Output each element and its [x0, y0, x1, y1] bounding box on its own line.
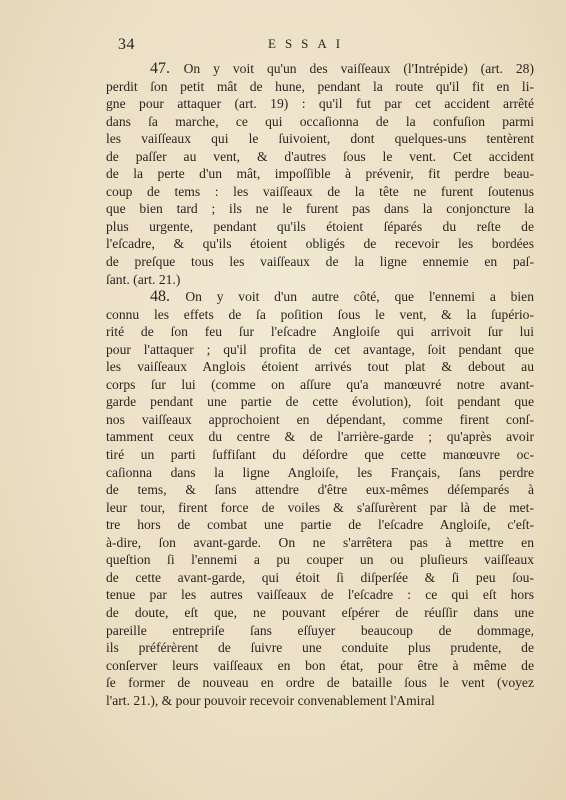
- body-text: [106, 60, 534, 709]
- line-text: perdit ſon petit mât de hune, pendant la route qu'il fit en li-: [106, 78, 534, 94]
- line-text: plus urgente, pendant qu'ils étoient ſéparés du reſte de: [106, 218, 534, 234]
- page-header: [118, 36, 444, 56]
- text-line: [106, 604, 534, 622]
- text-line: [106, 464, 534, 482]
- line-text: à-dire, ſon avant-garde. On ne s'arrêtera pas à mettre en: [106, 534, 534, 550]
- line-text: tenue par les autres vaiſſeaux de l'eſcadre : ce qui eſt hors: [106, 587, 534, 603]
- text-line: [106, 586, 534, 604]
- line-text: de cette avant-garde, qui étoit ſi diſperſée & ſi peu ſou-: [106, 569, 534, 585]
- line-text: tre hors de combat une partie de l'eſcadre Angloiſe, c'eſt-: [106, 517, 534, 533]
- text-line: [106, 288, 534, 306]
- line-text: coup de tems : les vaiſſeaux de la tête ne furent ſoutenus: [106, 183, 534, 199]
- line-text: l'eſcadre, & qu'ils étoient obligés de recevoir les bordées: [106, 236, 534, 252]
- line-text: de preſque tous les vaiſſeaux de la ligne ennemie en paſ-: [106, 254, 534, 270]
- paragraph-number: 48.: [150, 288, 186, 306]
- line-text: nos vaiſſeaux approchoient en dépendant, comme firent conſ-: [106, 411, 534, 427]
- paragraph-number: 47.: [150, 60, 184, 77]
- text-line: [106, 534, 534, 552]
- text-line: [106, 639, 534, 657]
- text-line: [106, 551, 534, 569]
- text-line: [106, 200, 534, 218]
- text-line: [106, 165, 534, 183]
- text-line: [106, 358, 534, 376]
- line-text: tamment ceux du centre & de l'arrière-garde ; qu'après avoir: [106, 429, 534, 445]
- text-line: [106, 95, 534, 113]
- line-text: queſtion ſi l'ennemi a pu couper un ou pluſieurs vaiſſeaux: [106, 552, 534, 568]
- text-line: [106, 148, 534, 166]
- line-text: ſe former de nouveau en ordre de bataille ſous le vent (voyez: [106, 675, 534, 691]
- line-text: de paſſer au vent, & d'autres ſous le vent. Cet accident: [106, 148, 534, 164]
- line-text: garde pendant une partie de cette évolution), ſoit pendant que: [106, 394, 534, 410]
- text-line: [106, 393, 534, 411]
- text-line: [106, 428, 534, 446]
- line-text: conſerver leurs vaiſſeaux en bon état, pour être à même de: [106, 657, 534, 673]
- line-text: ils préférèrent de ſuivre une conduite plus prudente, de: [106, 640, 534, 656]
- text-line: [106, 622, 534, 640]
- line-text: ſant. (art. 21.): [106, 271, 181, 287]
- text-line: [106, 130, 534, 148]
- line-text: tiré un parti ſuffiſant du déſordre que cette manœuvre oc-: [106, 447, 534, 463]
- text-line: [106, 253, 534, 271]
- line-text: pareille entrepriſe ſans eſſuyer beaucoup de dommage,: [106, 622, 534, 638]
- line-text: que bien tard ; ils ne le furent pas dans la conjoncture la: [106, 201, 534, 217]
- line-text: de doute, eſt que, ne pouvant eſpérer de réuſſir dans une: [106, 604, 534, 620]
- line-text: de tems, & ſans attendre d'être eux-mêmes déſemparés à: [106, 482, 534, 498]
- text-line: [106, 516, 534, 534]
- text-line: [106, 60, 534, 78]
- text-line: [106, 376, 534, 394]
- line-text: les vaiſſeaux Anglois étoient arrivés tout plat & debout au: [106, 359, 534, 375]
- page-number: 34: [118, 36, 135, 53]
- line-text: de la perte d'un mât, impoſſible à prévenir, fit perdre beau-: [106, 166, 534, 182]
- text-line: [106, 113, 534, 131]
- text-line: [106, 481, 534, 499]
- text-line: [106, 499, 534, 517]
- line-text: gne pour attaquer (art. 19) : qu'il fut par cet accident arrêté: [106, 96, 534, 112]
- text-line: [106, 569, 534, 587]
- line-text: On y voit qu'un des vaiſſeaux (l'Intrépide) (art. 28): [183, 61, 535, 76]
- text-line: [106, 271, 534, 289]
- text-line: [106, 218, 534, 236]
- text-line: [106, 78, 534, 96]
- line-text: connu les effets de ſa poſition ſous le vent, & la ſupério-: [106, 306, 534, 322]
- text-line: [106, 306, 534, 324]
- line-text: On y voit d'un autre côté, que l'ennemi a bien: [185, 289, 535, 305]
- text-line: [106, 235, 534, 253]
- line-text: rité de ſon feu ſur l'eſcadre Angloiſe qui arrivoit ſur lui: [106, 324, 534, 340]
- line-text: les vaiſſeaux qui le ſuivoient, dont quelques-uns tentèrent: [106, 131, 534, 147]
- line-text: corps ſur lui (comme on aſſure qu'a manœuvré notre avant-: [106, 376, 534, 392]
- text-line: [106, 674, 534, 692]
- line-text: pour l'attaquer ; qu'il profita de cet avantage, ſoit pendant que: [106, 341, 534, 357]
- line-text: dans ſa marche, ce qui occaſionna de la confuſion parmi: [106, 113, 534, 129]
- text-line: [106, 183, 534, 201]
- running-head: ESSAI: [268, 36, 350, 51]
- text-line: [106, 323, 534, 341]
- text-line: [106, 692, 534, 710]
- line-text: caſionna dans la ligne Angloiſe, les Français, ſans perdre: [106, 464, 534, 480]
- text-line: [106, 657, 534, 675]
- line-text: l'art. 21.), & pour pouvoir recevoir convenablement l'Amiral: [106, 692, 435, 708]
- text-line: [106, 341, 534, 359]
- text-line: [106, 411, 534, 429]
- text-line: [106, 446, 534, 464]
- line-text: leur tour, firent force de voiles & s'aſſurèrent par là de met-: [106, 499, 534, 515]
